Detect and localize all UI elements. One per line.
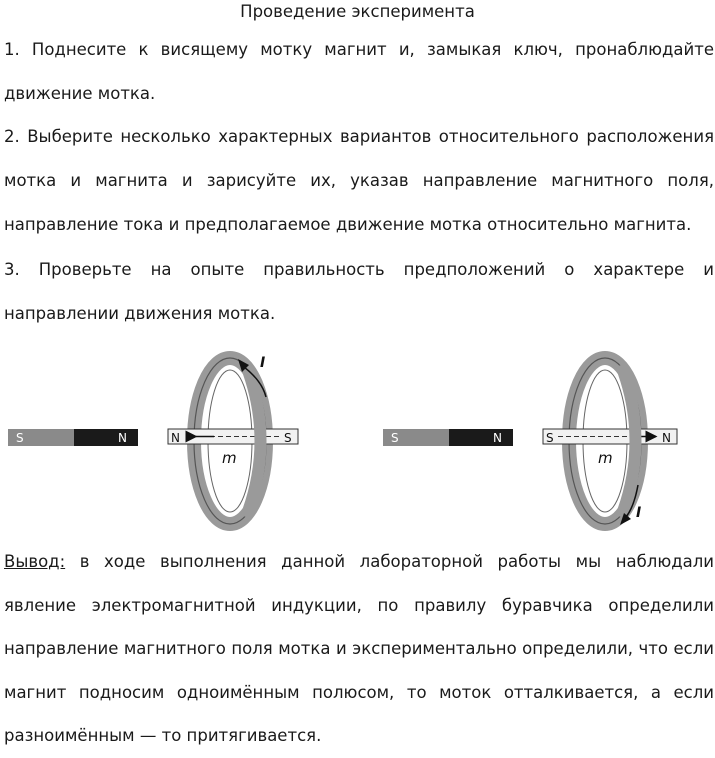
magnet-n-label: N xyxy=(118,431,127,445)
magnet-s-label: S xyxy=(16,431,24,445)
needle-right-label: S xyxy=(284,431,292,445)
right-setup xyxy=(383,358,677,525)
current-label: I xyxy=(260,355,266,371)
experiment-figure xyxy=(0,345,715,540)
step-2: 2. Выберите несколько характерных вариантов относительного расположения мотка и магнита и зарисуйте их, указав направление магнитного поля, направление тока и предполагаемое движение мотка относительно магнита. xyxy=(4,127,714,234)
compass-needle xyxy=(168,429,298,445)
step-1: 1. Поднесите к висящему мотку магнит и, замыкая ключ, пронаблюдайте движение мотка. xyxy=(4,40,714,103)
magnet-n-label: N xyxy=(493,431,502,445)
conclusion-label: Вывод: xyxy=(4,552,66,571)
m-label: m xyxy=(598,449,613,467)
current-label: I xyxy=(636,505,642,521)
bar-magnet xyxy=(8,429,138,446)
bar-magnet xyxy=(383,429,513,446)
needle-right-label: N xyxy=(662,431,671,445)
conclusion-text: в ходе выполнения данной лабораторной работы мы наблюдали явление электромагнитной индукции, по правилу буравчика определили направление магнитного поля мотка и экспериментально определили, что если магнит подносим одноимённым полюсом, то моток отталкивается, а если разноимённым — то притягивается. xyxy=(4,552,714,745)
compass-needle xyxy=(543,429,677,445)
m-label: m xyxy=(222,449,237,467)
magnet-s-label: S xyxy=(391,431,399,445)
step-3: 3. Проверьте на опыте правильность предположений о характере и направлении движения мотка. xyxy=(4,260,714,323)
conclusion xyxy=(4,540,714,758)
left-setup xyxy=(8,355,298,524)
page-title: Проведение эксперимента xyxy=(240,2,475,21)
needle-left-label: N xyxy=(171,431,180,445)
needle-left-label: S xyxy=(546,431,554,445)
